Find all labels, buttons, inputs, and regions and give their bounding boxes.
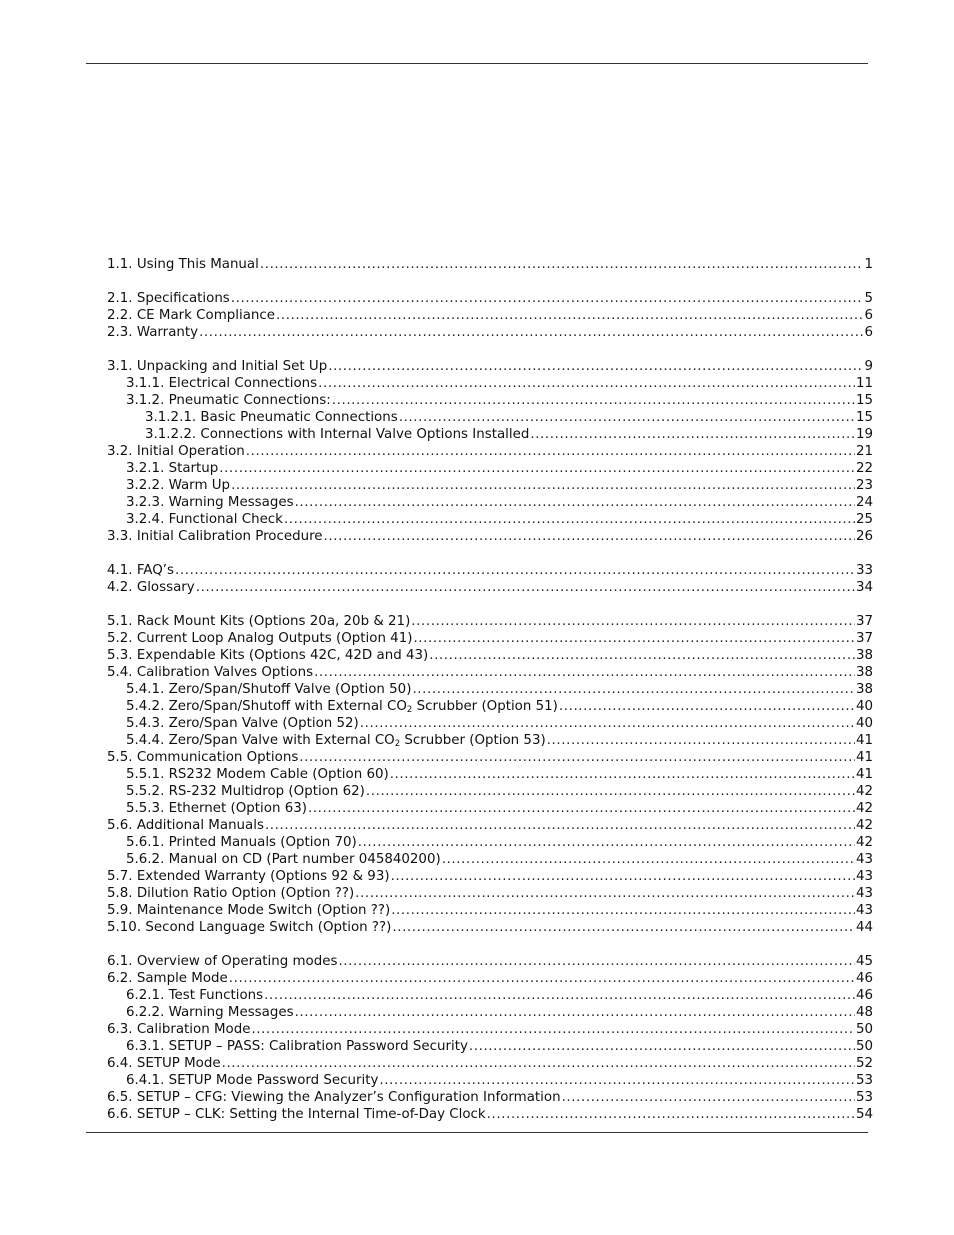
toc-entry-number: 5.6.1. bbox=[126, 835, 165, 850]
dot-leader bbox=[199, 324, 863, 341]
toc-entry-text: Electrical Connections bbox=[168, 376, 318, 391]
toc-entry[interactable] bbox=[107, 1038, 873, 1055]
subscript: 2 bbox=[394, 739, 401, 749]
dot-leader bbox=[391, 868, 855, 885]
toc-entry[interactable] bbox=[107, 375, 873, 392]
toc-entry-title bbox=[126, 783, 365, 800]
dot-leader bbox=[412, 681, 855, 698]
toc-entry-text: Warning Messages bbox=[168, 495, 294, 510]
footer-rule bbox=[86, 1132, 868, 1133]
toc-entry[interactable] bbox=[107, 426, 873, 443]
dot-leader bbox=[366, 783, 855, 800]
dot-leader bbox=[318, 375, 855, 392]
toc-entry-page-number: 23 bbox=[855, 478, 873, 493]
toc-entry-text: Startup bbox=[168, 461, 219, 476]
toc-entry-number: 3.3. bbox=[107, 529, 133, 544]
toc-entry-page-number: 46 bbox=[855, 971, 873, 986]
toc-entry-title bbox=[126, 460, 218, 477]
toc-entry-page-number: 37 bbox=[855, 631, 873, 646]
toc-entry-text: Second Language Switch (Option ??) bbox=[145, 920, 392, 935]
toc-entry-page-number: 26 bbox=[855, 529, 873, 544]
toc-entry-number: 6.4.1. bbox=[126, 1073, 165, 1088]
toc-entry-page-number: 22 bbox=[855, 461, 873, 476]
toc-entry[interactable] bbox=[107, 1072, 873, 1089]
toc-entry[interactable] bbox=[107, 290, 873, 307]
toc-entry-text: Test Functions bbox=[168, 988, 264, 1003]
toc-entry-number: 3.2.1. bbox=[126, 461, 165, 476]
toc-entry-title bbox=[107, 290, 230, 307]
toc-entry-number: 4.2. bbox=[107, 580, 133, 595]
toc-entry-text: SETUP – CLK: Setting the Internal Time-of-Day Clock bbox=[136, 1107, 486, 1122]
toc-entry-text: Communication Options bbox=[136, 750, 299, 765]
dot-leader bbox=[399, 409, 855, 426]
toc-entry-page-number: 6 bbox=[864, 308, 873, 323]
toc-entry-title bbox=[126, 834, 357, 851]
toc-entry-number: 5.4.3. bbox=[126, 716, 165, 731]
dot-leader bbox=[390, 766, 855, 783]
toc-entry-title bbox=[107, 953, 337, 970]
dot-leader bbox=[219, 460, 855, 477]
toc-entry-title bbox=[107, 307, 275, 324]
toc-entry-number: 5.4.2. bbox=[126, 699, 165, 714]
toc-entry-page-number: 15 bbox=[855, 393, 873, 408]
toc-entry-title bbox=[126, 732, 546, 749]
toc-entry-title bbox=[107, 664, 313, 681]
toc-entry[interactable] bbox=[107, 783, 873, 800]
toc-entry-number: 6.4. bbox=[107, 1056, 133, 1071]
toc-entry-page-number: 42 bbox=[855, 801, 873, 816]
toc-entry-title bbox=[126, 800, 307, 817]
toc-entry-number: 2.2. bbox=[107, 308, 133, 323]
toc-entry-number: 6.5. bbox=[107, 1090, 133, 1105]
toc-entry-number: 3.2.4. bbox=[126, 512, 165, 527]
toc-entry-number: 3.2. bbox=[107, 444, 133, 459]
toc-entry[interactable] bbox=[107, 902, 873, 919]
dot-leader bbox=[413, 630, 855, 647]
toc-entry-title bbox=[107, 970, 228, 987]
toc-entry-title bbox=[107, 902, 390, 919]
toc-entry-text: Manual on CD (Part number 045840200) bbox=[168, 852, 441, 867]
toc-entry-page-number: 45 bbox=[855, 954, 873, 969]
toc-entry[interactable] bbox=[107, 681, 873, 698]
toc-entry-number: 5.2. bbox=[107, 631, 133, 646]
toc-entry[interactable] bbox=[107, 307, 873, 324]
toc-entry[interactable] bbox=[107, 358, 873, 375]
toc-entry-title bbox=[126, 715, 359, 732]
toc-entry-number: 3.1.1. bbox=[126, 376, 165, 391]
toc-entry[interactable] bbox=[107, 987, 873, 1004]
toc-entry-page-number: 15 bbox=[855, 410, 873, 425]
toc-entry-text: Warning Messages bbox=[168, 1005, 294, 1020]
toc-entry[interactable] bbox=[107, 460, 873, 477]
toc-entry-text: Rack Mount Kits (Options 20a, 20b & 21) bbox=[136, 614, 411, 629]
dot-leader bbox=[196, 579, 855, 596]
toc-entry-number: 5.5.1. bbox=[126, 767, 165, 782]
toc-entry[interactable] bbox=[107, 698, 873, 715]
toc-entry-text: Zero/Span Valve (Option 52) bbox=[168, 716, 359, 731]
toc-entry-text: Zero/Span Valve with External CO bbox=[168, 733, 395, 748]
toc-entry-page-number: 54 bbox=[855, 1107, 873, 1122]
dot-leader bbox=[391, 902, 855, 919]
dot-leader bbox=[295, 1004, 855, 1021]
toc-entry-text: CE Mark Compliance bbox=[136, 308, 275, 323]
toc-entry-number: 3.1.2.2. bbox=[145, 427, 197, 442]
toc-entry-text: SETUP – PASS: Calibration Password Security bbox=[168, 1039, 468, 1054]
toc-entry[interactable] bbox=[107, 732, 873, 749]
toc-entry-number: 5.8. bbox=[107, 886, 133, 901]
toc-entry[interactable] bbox=[107, 1106, 873, 1123]
toc-entry[interactable] bbox=[107, 885, 873, 902]
toc-entry[interactable] bbox=[107, 1089, 873, 1106]
toc-entry-page-number: 50 bbox=[855, 1039, 873, 1054]
toc-entry-number: 6.2.2. bbox=[126, 1005, 165, 1020]
toc-entry-title bbox=[126, 1038, 468, 1055]
toc-entry-page-number: 42 bbox=[855, 784, 873, 799]
toc-entry-number: 5.9. bbox=[107, 903, 133, 918]
toc-entry-text: Calibration Valves Options bbox=[136, 665, 314, 680]
toc-entry-title bbox=[107, 919, 391, 936]
dot-leader bbox=[314, 664, 855, 681]
toc-entry-text: Connections with Internal Valve Options Installed bbox=[200, 427, 530, 442]
toc-entry-number: 5.6. bbox=[107, 818, 133, 833]
toc-entry-text: Current Loop Analog Outputs (Option 41) bbox=[136, 631, 413, 646]
dot-leader bbox=[442, 851, 855, 868]
toc-entry-text: Using This Manual bbox=[136, 257, 259, 272]
dot-leader bbox=[392, 919, 855, 936]
toc-entry-page-number: 43 bbox=[855, 869, 873, 884]
toc-entry-title bbox=[107, 443, 245, 460]
toc-entry-page-number: 19 bbox=[855, 427, 873, 442]
toc-entry-page-number: 37 bbox=[855, 614, 873, 629]
toc-entry-text: Extended Warranty (Options 92 & 93) bbox=[136, 869, 390, 884]
dot-leader bbox=[222, 1055, 855, 1072]
toc-entry-page-number: 53 bbox=[855, 1090, 873, 1105]
toc-entry-title bbox=[126, 392, 331, 409]
dot-leader bbox=[338, 953, 855, 970]
toc-entry-title bbox=[145, 426, 529, 443]
toc-entry[interactable] bbox=[107, 817, 873, 834]
toc-entry-text: SETUP – CFG: Viewing the Analyzer’s Configuration Information bbox=[136, 1090, 561, 1105]
toc-entry-title bbox=[126, 375, 317, 392]
toc-entry-number: 6.3.1. bbox=[126, 1039, 165, 1054]
toc-entry-text: SETUP Mode bbox=[136, 1056, 221, 1071]
toc-entry[interactable] bbox=[107, 511, 873, 528]
toc-entry-number: 5.5. bbox=[107, 750, 133, 765]
toc-entry-page-number: 42 bbox=[855, 835, 873, 850]
toc-entry[interactable] bbox=[107, 562, 873, 579]
dot-leader bbox=[276, 307, 863, 324]
dot-leader bbox=[308, 800, 855, 817]
dot-leader bbox=[284, 511, 855, 528]
toc-entry-number: 3.2.3. bbox=[126, 495, 165, 510]
toc-entry-text: Unpacking and Initial Set Up bbox=[136, 359, 328, 374]
toc-entry-page-number: 38 bbox=[855, 665, 873, 680]
toc-entry-page-number: 50 bbox=[855, 1022, 873, 1037]
toc-entry-page-number: 52 bbox=[855, 1056, 873, 1071]
toc-entry-number: 4.1. bbox=[107, 563, 133, 578]
toc-entry-title bbox=[126, 851, 441, 868]
dot-leader bbox=[358, 834, 855, 851]
toc-entry[interactable] bbox=[107, 766, 873, 783]
toc-entry-page-number: 48 bbox=[855, 1005, 873, 1020]
toc-entry-number: 5.6.2. bbox=[126, 852, 165, 867]
toc-entry-title bbox=[107, 1055, 221, 1072]
toc-entry-text: Initial Calibration Procedure bbox=[136, 529, 323, 544]
toc-entry-title bbox=[107, 256, 259, 273]
dot-leader bbox=[264, 987, 855, 1004]
dot-leader bbox=[231, 290, 864, 307]
toc-entry[interactable] bbox=[107, 749, 873, 766]
toc-entry-title bbox=[126, 681, 411, 698]
toc-entry-title bbox=[107, 817, 264, 834]
toc-entry-text: Overview of Operating modes bbox=[136, 954, 338, 969]
toc-entry-text: Zero/Span/Shutoff Valve (Option 50) bbox=[168, 682, 412, 697]
toc-entry-page-number: 43 bbox=[855, 852, 873, 867]
toc-entry-number: 2.1. bbox=[107, 291, 133, 306]
dot-leader bbox=[324, 528, 855, 545]
dot-leader bbox=[229, 970, 855, 987]
toc-entry-title bbox=[107, 1089, 561, 1106]
toc-entry-title bbox=[107, 868, 390, 885]
toc-entry-page-number: 43 bbox=[855, 886, 873, 901]
subscript: 2 bbox=[406, 705, 413, 715]
toc-entry-text: FAQ’s bbox=[136, 563, 174, 578]
toc-entry-number: 3.1.2. bbox=[126, 393, 165, 408]
dot-leader bbox=[379, 1072, 855, 1089]
toc-entry-title bbox=[107, 613, 410, 630]
toc-entry-title bbox=[107, 562, 174, 579]
toc-entry-title bbox=[126, 987, 263, 1004]
toc-entry-text: SETUP Mode Password Security bbox=[168, 1073, 379, 1088]
toc-entry[interactable] bbox=[107, 494, 873, 511]
toc-entry-page-number: 11 bbox=[855, 376, 873, 391]
toc-entry-number: 5.5.3. bbox=[126, 801, 165, 816]
toc-entry-text-continued: Scrubber (Option 53) bbox=[400, 733, 546, 748]
dot-leader bbox=[562, 1089, 855, 1106]
toc-entry[interactable] bbox=[107, 800, 873, 817]
toc-entry-page-number: 41 bbox=[855, 767, 873, 782]
dot-leader bbox=[360, 715, 855, 732]
toc-entry-text: Glossary bbox=[136, 580, 195, 595]
toc-entry-page-number: 38 bbox=[855, 682, 873, 697]
toc-entry[interactable] bbox=[107, 630, 873, 647]
toc-entry-title bbox=[107, 1021, 250, 1038]
toc-entry-text: Specifications bbox=[136, 291, 230, 306]
toc-entry-number: 3.2.2. bbox=[126, 478, 165, 493]
toc-entry-number: 6.2. bbox=[107, 971, 133, 986]
toc-entry-number: 5.4. bbox=[107, 665, 133, 680]
dot-leader bbox=[355, 885, 855, 902]
toc-entry-text: Expendable Kits (Options 42C, 42D and 43) bbox=[136, 648, 429, 663]
toc-entry-title bbox=[126, 1004, 294, 1021]
toc-entry-page-number: 41 bbox=[855, 750, 873, 765]
toc-entry-number: 6.1. bbox=[107, 954, 133, 969]
toc-entry-text: Dilution Ratio Option (Option ??) bbox=[136, 886, 355, 901]
dot-leader bbox=[295, 494, 855, 511]
toc-entry[interactable] bbox=[107, 324, 873, 341]
toc-entry[interactable] bbox=[107, 392, 873, 409]
toc-entry-text: Sample Mode bbox=[136, 971, 228, 986]
dot-leader bbox=[265, 817, 855, 834]
toc-entry-page-number: 6 bbox=[864, 325, 873, 340]
toc-entry-title bbox=[107, 647, 428, 664]
toc-entry-title bbox=[126, 511, 283, 528]
toc-entry[interactable] bbox=[107, 1055, 873, 1072]
toc-entry[interactable] bbox=[107, 868, 873, 885]
toc-entry-page-number: 21 bbox=[855, 444, 873, 459]
toc-entry-text-continued: Scrubber (Option 51) bbox=[412, 699, 558, 714]
toc-entry-number: 3.1. bbox=[107, 359, 133, 374]
toc-entry-number: 3.1.2.1. bbox=[145, 410, 197, 425]
toc-entry-page-number: 46 bbox=[855, 988, 873, 1003]
dot-leader bbox=[487, 1106, 855, 1123]
toc-entry-number: 6.3. bbox=[107, 1022, 133, 1037]
dot-leader bbox=[469, 1038, 855, 1055]
dot-leader bbox=[332, 392, 855, 409]
toc-entry-number: 5.7. bbox=[107, 869, 133, 884]
toc-entry[interactable] bbox=[107, 477, 873, 494]
toc-entry-title bbox=[126, 1072, 378, 1089]
toc-entry-page-number: 5 bbox=[864, 291, 873, 306]
toc-entry-page-number: 40 bbox=[855, 716, 873, 731]
toc-entry-page-number: 33 bbox=[855, 563, 873, 578]
toc-entry-text: Maintenance Mode Switch (Option ??) bbox=[136, 903, 391, 918]
toc-entry[interactable] bbox=[107, 409, 873, 426]
dot-leader bbox=[299, 749, 855, 766]
toc-entry-page-number: 53 bbox=[855, 1073, 873, 1088]
table-of-contents bbox=[107, 256, 873, 1123]
toc-entry-title bbox=[126, 766, 389, 783]
toc-entry[interactable] bbox=[107, 443, 873, 460]
dot-leader bbox=[175, 562, 855, 579]
toc-entry-page-number: 43 bbox=[855, 903, 873, 918]
dot-leader bbox=[251, 1021, 855, 1038]
toc-entry-number: 5.4.4. bbox=[126, 733, 165, 748]
toc-entry-page-number: 9 bbox=[864, 359, 873, 374]
toc-entry-title bbox=[145, 409, 398, 426]
dot-leader bbox=[559, 698, 855, 715]
toc-entry-text: Ethernet (Option 63) bbox=[168, 801, 307, 816]
toc-entry-text: Basic Pneumatic Connections bbox=[200, 410, 398, 425]
toc-entry-title bbox=[107, 528, 323, 545]
toc-entry-title bbox=[107, 324, 198, 341]
toc-entry-number: 1.1. bbox=[107, 257, 133, 272]
toc-entry[interactable] bbox=[107, 834, 873, 851]
toc-entry-number: 6.2.1. bbox=[126, 988, 165, 1003]
toc-entry-text: Pneumatic Connections: bbox=[168, 393, 331, 408]
toc-entry-text: Initial Operation bbox=[136, 444, 245, 459]
dot-leader bbox=[411, 613, 855, 630]
toc-entry-text: Calibration Mode bbox=[136, 1022, 251, 1037]
toc-entry-text: Functional Check bbox=[168, 512, 283, 527]
toc-entry-page-number: 34 bbox=[855, 580, 873, 595]
dot-leader bbox=[429, 647, 855, 664]
toc-entry[interactable] bbox=[107, 1021, 873, 1038]
dot-leader bbox=[246, 443, 855, 460]
toc-entry-title bbox=[107, 749, 298, 766]
toc-entry[interactable] bbox=[107, 613, 873, 630]
toc-entry[interactable] bbox=[107, 953, 873, 970]
toc-entry[interactable] bbox=[107, 664, 873, 681]
toc-entry-text: Printed Manuals (Option 70) bbox=[168, 835, 357, 850]
toc-entry-text: Warranty bbox=[136, 325, 199, 340]
dot-leader bbox=[260, 256, 864, 273]
toc-entry-title bbox=[126, 698, 558, 715]
toc-entry-page-number: 25 bbox=[855, 512, 873, 527]
toc-entry-title bbox=[107, 885, 354, 902]
dot-leader bbox=[530, 426, 855, 443]
toc-entry-text: RS232 Modem Cable (Option 60) bbox=[168, 767, 389, 782]
header-rule bbox=[86, 63, 868, 64]
toc-entry-page-number: 38 bbox=[855, 648, 873, 663]
toc-entry-text: Zero/Span/Shutoff with External CO bbox=[168, 699, 407, 714]
toc-entry-page-number: 1 bbox=[864, 257, 873, 272]
dot-leader bbox=[231, 477, 855, 494]
toc-entry-title bbox=[107, 630, 412, 647]
toc-entry-text: Warm Up bbox=[168, 478, 231, 493]
toc-entry-title bbox=[126, 494, 294, 511]
dot-leader bbox=[547, 732, 855, 749]
toc-entry-text: RS-232 Multidrop (Option 62) bbox=[168, 784, 365, 799]
toc-entry-title bbox=[126, 477, 230, 494]
toc-entry[interactable] bbox=[107, 256, 873, 273]
toc-entry[interactable] bbox=[107, 851, 873, 868]
toc-entry-number: 2.3. bbox=[107, 325, 133, 340]
toc-entry-number: 5.3. bbox=[107, 648, 133, 663]
toc-entry[interactable] bbox=[107, 528, 873, 545]
toc-entry[interactable] bbox=[107, 970, 873, 987]
toc-entry-page-number: 40 bbox=[855, 699, 873, 714]
toc-entry-title bbox=[107, 358, 327, 375]
toc-entry-page-number: 24 bbox=[855, 495, 873, 510]
toc-entry[interactable] bbox=[107, 919, 873, 936]
toc-entry-number: 6.6. bbox=[107, 1107, 133, 1122]
toc-entry[interactable] bbox=[107, 579, 873, 596]
toc-entry-number: 5.10. bbox=[107, 920, 142, 935]
toc-entry-number: 5.4.1. bbox=[126, 682, 165, 697]
toc-entry[interactable] bbox=[107, 647, 873, 664]
toc-entry-page-number: 41 bbox=[855, 733, 873, 748]
toc-entry[interactable] bbox=[107, 1004, 873, 1021]
toc-entry-page-number: 42 bbox=[855, 818, 873, 833]
toc-entry-number: 5.1. bbox=[107, 614, 133, 629]
toc-entry-page-number: 44 bbox=[855, 920, 873, 935]
toc-entry-number: 5.5.2. bbox=[126, 784, 165, 799]
toc-entry[interactable] bbox=[107, 715, 873, 732]
toc-entry-title bbox=[107, 1106, 486, 1123]
toc-entry-title bbox=[107, 579, 195, 596]
toc-entry-text: Additional Manuals bbox=[136, 818, 264, 833]
dot-leader bbox=[328, 358, 863, 375]
